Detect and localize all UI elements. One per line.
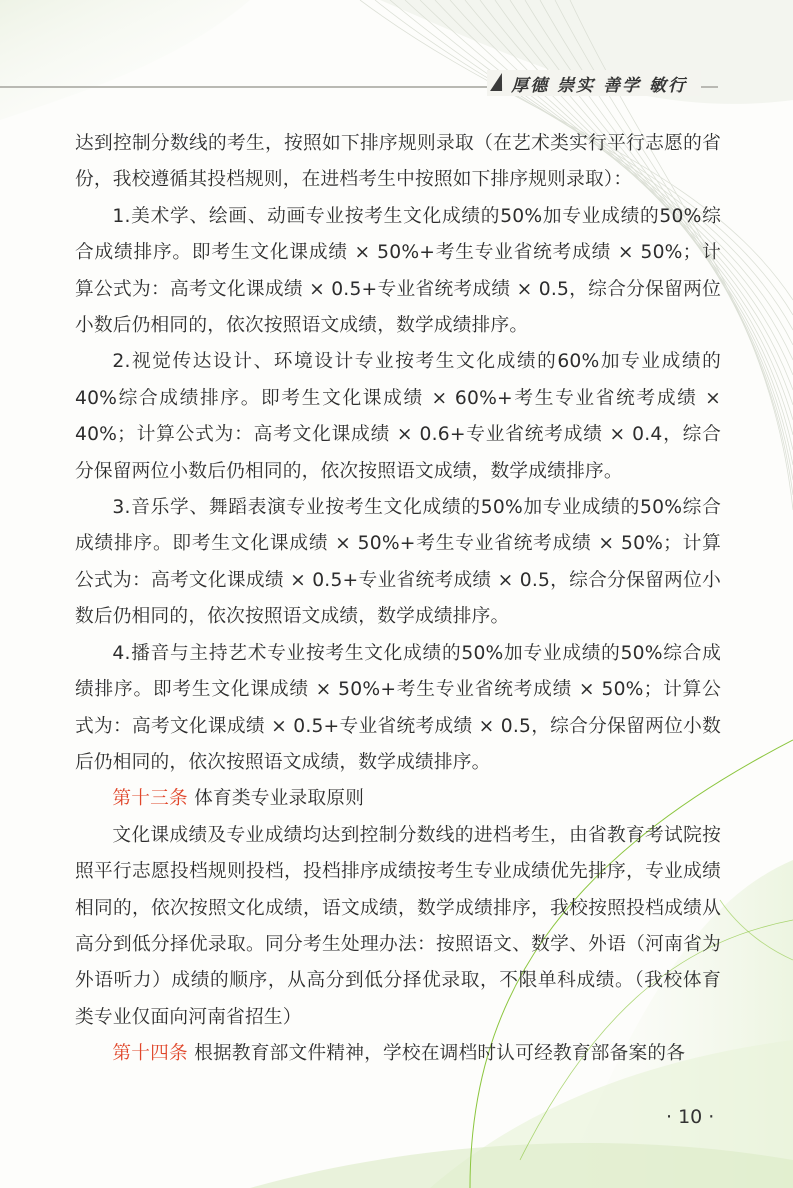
paragraph (75, 1036, 721, 1072)
paragraph-text: 1.美术学、绘画、动画专业按考生文化成绩的50%加专业成绩的50%综合成绩排序。即考生文化课成绩 × 50%+考生专业省统考成绩 × 50%；计算公式为：高考文化课成绩 × 0.5+专业省统考成绩 × 0.5，综合分保留两位小数后仍相同的，依次按照语文成绩，数学成绩排序。 (75, 205, 721, 337)
article-heading (75, 781, 721, 817)
motto-mark-icon (490, 73, 508, 91)
article-title: 体育类专业录取原则 (187, 788, 365, 810)
paragraph-text: 3.音乐学、舞蹈表演专业按考生文化成绩的50%加专业成绩的50%综合成绩排序。即考生文化课成绩 × 50%+考生专业省统考成绩 × 50%；计算公式为：高考文化课成绩 × 0.5+专业省统考成绩 × 0.5，综合分保留两位小数后仍相同的，依次按照语文成绩，数学成绩排序。 (75, 497, 721, 628)
paragraph-text: 4.播音与主持艺术专业按考生文化成绩的50%加专业成绩的50%综合成绩排序。即考生文化课成绩 × 50%+考生专业省统考成绩 × 50%；计算公式为：高考文化课成绩 × 0.5+专业省统考成绩 × 0.5，综合分保留两位小数后仍相同的，依次按照语文成绩，数学成绩排序。 (75, 642, 721, 773)
paragraph-text: 根据教育部文件精神，学校在调档时认可经教育部备案的各 (187, 1043, 686, 1065)
article-label: 第十四条 (112, 1043, 188, 1065)
body-text (75, 126, 721, 1073)
paragraph-text: 文化课成绩及专业成绩均达到控制分数线的进档考生，由省教育考试院按照平行志愿投档规则投档，投档排序成绩按考生专业成绩优先排序，专业成绩相同的，依次按照文化成绩，语文成绩，数学成绩排序，我校按照投档成绩从高分到低分择优录取。同分考生处理办法：按照语文、数学、外语（河南省为外语听力）成绩的顺序，从高分到低分择优录取，不限单科成绩。（我校体育类专业仅面向河南省招生） (75, 824, 721, 1028)
paragraph (75, 818, 721, 1036)
paragraph (75, 344, 721, 490)
paragraph (75, 636, 721, 782)
paragraph-text: 达到控制分数线的考生，按照如下排序规则录取（在艺术类实行平行志愿的省份，我校遵循其投档规则，在进档考生中按照如下排序规则录取）： (75, 133, 721, 191)
paragraph (75, 126, 721, 199)
page-number: · 10 · (666, 1106, 715, 1128)
header-motto: 厚德 崇实 善学 敏行 (511, 75, 687, 96)
paragraph (75, 199, 721, 345)
paragraph-text: 2.视觉传达设计、环境设计专业按考生文化成绩的60%加专业成绩的40%综合成绩排序。即考生文化课成绩 × 60%+考生专业省统考成绩 × 40%；计算公式为：高考文化课成绩 × 0.6+专业省统考成绩 × 0.4，综合分保留两位小数后仍相同的，依次按照语文成绩，数学成绩排序。 (75, 351, 721, 482)
paragraph (75, 490, 721, 636)
header-motto-box (487, 70, 701, 96)
article-label: 第十三条 (112, 788, 188, 810)
